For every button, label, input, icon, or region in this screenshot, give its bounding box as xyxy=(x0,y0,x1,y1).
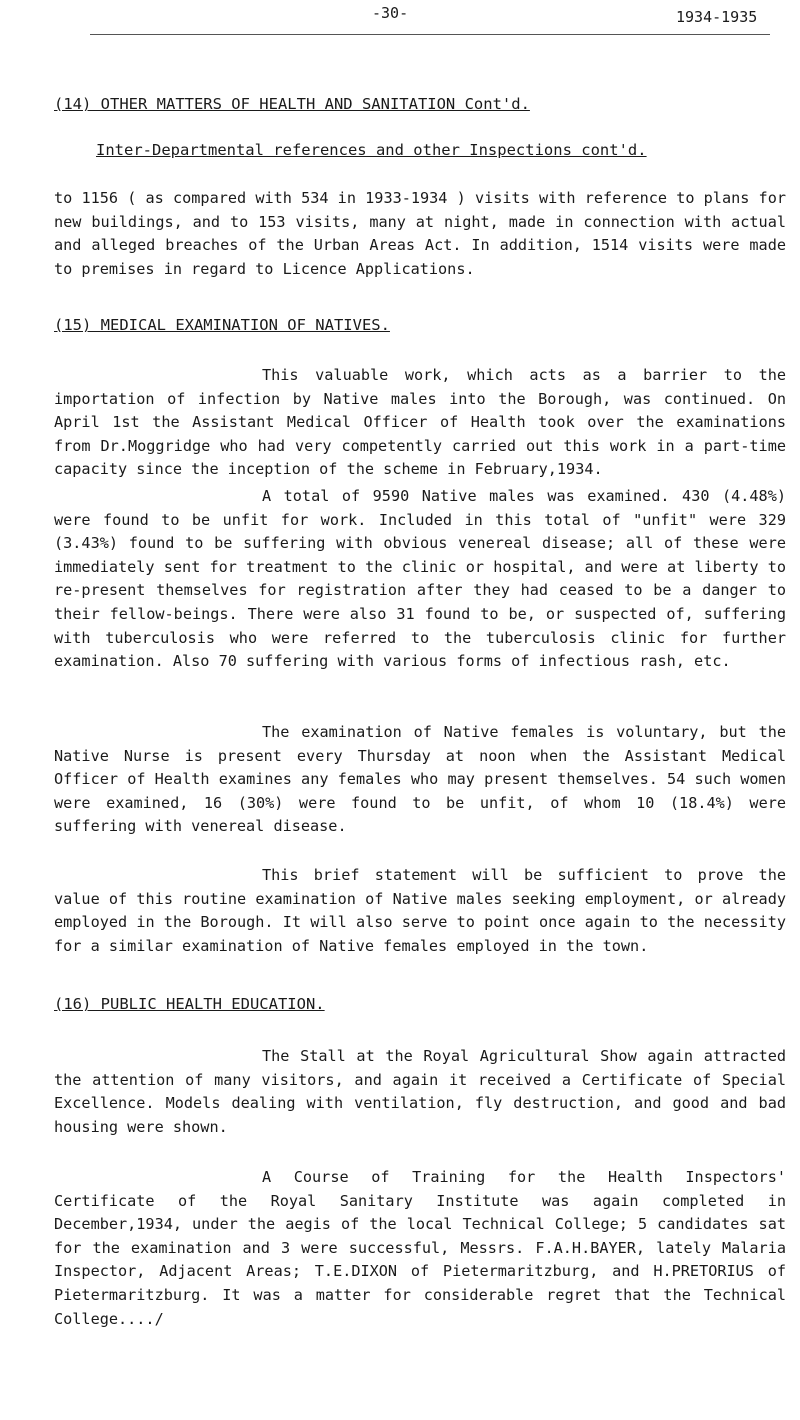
section-15-heading: (15) MEDICAL EXAMINATION OF NATIVES. xyxy=(54,316,390,334)
section-14-subheading: Inter-Departmental references and other Inspections cont'd. xyxy=(96,141,647,159)
section-14-paragraph: to 1156 ( as compared with 534 in 1933-1934 ) visits with reference to plans for new buildings, and to 153 visits, many at night, made in connection with actual and alleged breaches of the Urban Areas Act. In addition, 1514 visits were made to premises in regard to Licence Applications. xyxy=(54,189,786,278)
section-16-heading: (16) PUBLIC HEALTH EDUCATION. xyxy=(54,995,325,1013)
section-16-paragraph-2: A Course of Training for the Health Inspectors' Certificate of the Royal Sanitary Institute was again completed in December,1934, under the aegis of the local Technical College; 5 candidates sat for the examination and 3 were successful, Messrs. F.A.H.BAYER, lately Malaria Inspector, Adjacent Areas; T.E.DIXON of Pietermaritzburg, and H.PRETORIUS of Pietermaritzburg. It was a matter for considerable regret that the Technical College..../ xyxy=(54,1168,786,1328)
section-16-paragraph-1: The Stall at the Royal Agricultural Show again attracted the attention of many visitors, and again it received a Certificate of Special Excellence. Models dealing with ventilation, fly destruction, and good and bad housing were shown. xyxy=(54,1047,786,1136)
section-15-paragraph-4: This brief statement will be sufficient to prove the value of this routine examination of Native males seeking employment, or already employed in the Borough. It will also serve to point once again to the necessity for a similar examination of Native females employed in the town. xyxy=(54,866,786,955)
section-15-paragraph-3: The examination of Native females is voluntary, but the Native Nurse is present every Thursday at noon when the Assistant Medical Officer of Health examines any females who may present themselves. 54 such women were examined, 16 (30%) were found to be unfit, of whom 10 (18.4%) were suffering with venereal disease. xyxy=(54,723,786,836)
section-14-heading: (14) OTHER MATTERS OF HEALTH AND SANITATION Cont'd. xyxy=(54,95,530,113)
header-rule xyxy=(90,34,770,35)
page-number: -30- xyxy=(372,4,409,22)
section-15-paragraph-1: This valuable work, which acts as a barrier to the importation of infection by Native males into the Borough, was continued. On April 1st the Assistant Medical Officer of Health took over the examinations from Dr.Moggridge who had very competently carried out this work in a part-time capacity since the inception of the scheme in February,1934. xyxy=(54,366,786,479)
section-15-paragraph-2: A total of 9590 Native males was examined. 430 (4.48%) were found to be unfit for work. Included in this total of "unfit" were 329 (3.43%) found to be suffering with obvious venereal disease; all of these were immediately sent for treatment to the clinic or hospital, and were at liberty to re-present themselves for registration after they had ceased to be a danger to their fellow-beings. There were also 31 found to be, or suspected of, suffering with tuberculosis who were referred to the tuberculosis clinic for further examination. Also 70 suffering with various forms of infectious rash, etc. xyxy=(54,487,786,671)
year-range: 1934-1935 xyxy=(676,8,758,26)
